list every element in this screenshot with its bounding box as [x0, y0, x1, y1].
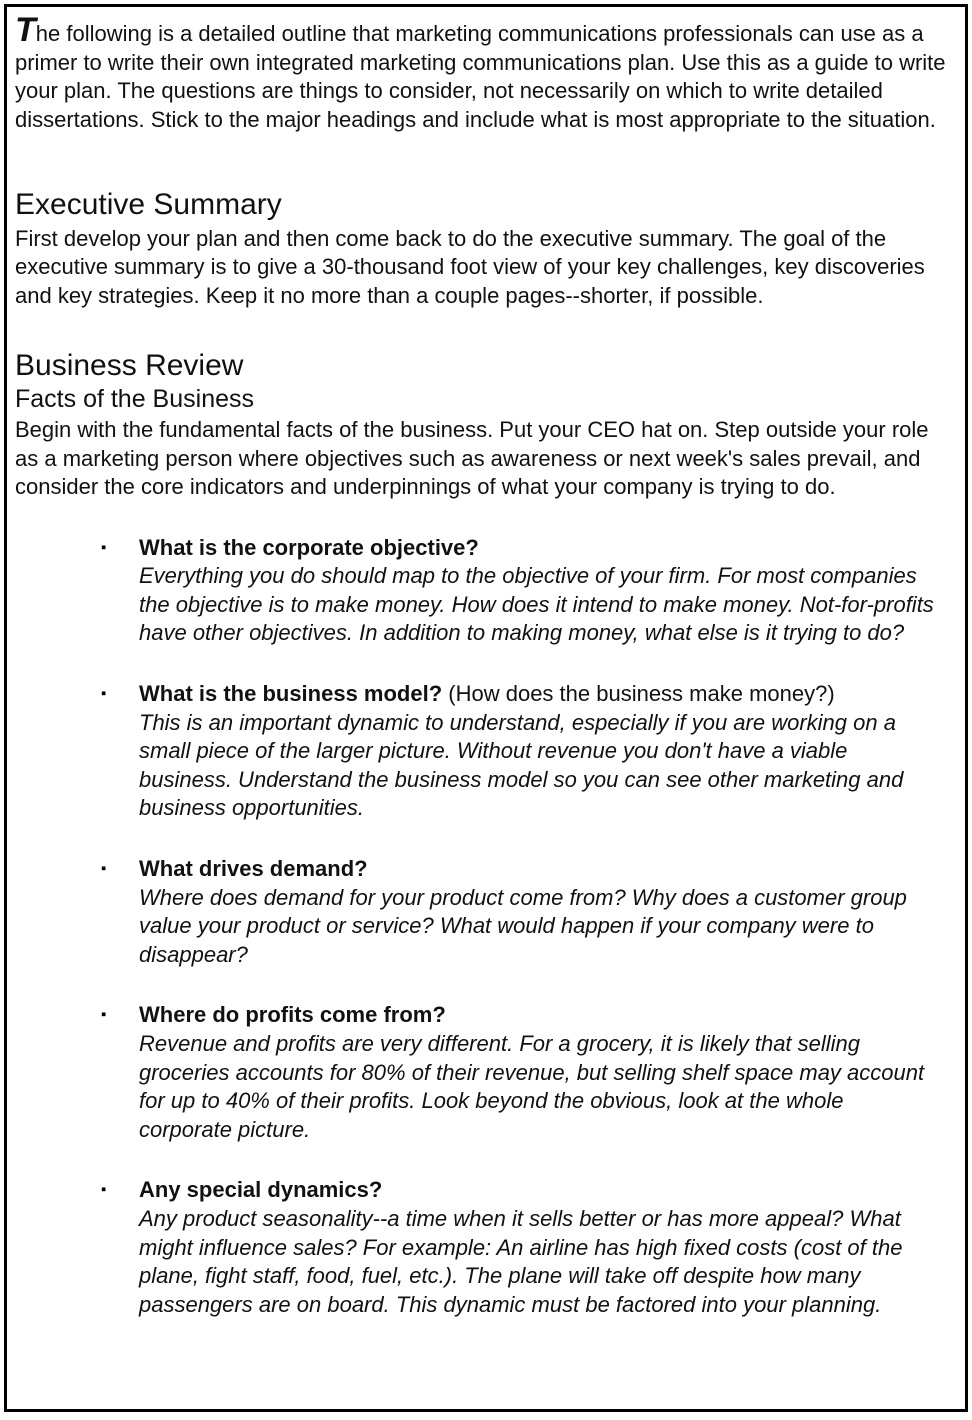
- heading-business-review: Business Review: [15, 348, 244, 382]
- bullet-question-suffix: (How does the business make money?): [442, 681, 835, 707]
- bullet-item-corporate-objective: [101, 534, 953, 648]
- bullet-content: [139, 680, 953, 823]
- business-review-body: Begin with the fundamental facts of the business. Put your CEO hat on. Step outside your role as a marketing person where objectives such as awareness or next week's sales prevail, and consider the core indicators and underpinnings of what your company is trying to do.: [15, 416, 929, 500]
- bullet-item-drives-demand: [101, 855, 953, 969]
- bullet-question: What drives demand?: [139, 856, 368, 882]
- square-bullet-icon: ▪: [101, 1181, 107, 1199]
- bullet-title-line: [139, 1176, 939, 1205]
- square-bullet-icon: ▪: [101, 685, 107, 703]
- bullet-question: Any special dynamics?: [139, 1177, 383, 1203]
- dropcap-letter: T: [15, 11, 36, 49]
- square-bullet-icon: ▪: [101, 860, 107, 878]
- bullet-title-line: [139, 855, 939, 884]
- bullet-content: [139, 1001, 953, 1144]
- bullet-body: Where does demand for your product come from? Why does a customer group value your product or service? What would happen if your company were to disappear?: [139, 884, 907, 967]
- bullet-question: Where do profits come from?: [139, 1002, 446, 1028]
- bullet-item-business-model: [101, 680, 953, 823]
- bullet-title-line: [139, 1001, 939, 1030]
- bullet-body: Any product seasonality--a time when it sells better or has more appeal? What might influence sales? For example: An airline has high fixed costs (cost of the plane, fight staff, food, fuel, etc.). The plane will take off despite how many passengers are on board. This dynamic must be factored into your planning.: [139, 1205, 903, 1317]
- bullet-question: What is the corporate objective?: [139, 534, 479, 560]
- square-bullet-icon: ▪: [101, 538, 107, 556]
- bullet-content: [139, 855, 953, 969]
- bullet-content: [139, 1176, 953, 1319]
- bullet-list: [15, 534, 953, 1320]
- bullet-question: What is the business model?: [139, 681, 443, 707]
- subheading-facts-of-the-business: Facts of the Business: [15, 385, 255, 414]
- bullet-title-line: [139, 680, 939, 709]
- heading-executive-summary: Executive Summary: [15, 188, 282, 222]
- square-bullet-icon: ▪: [101, 1006, 107, 1024]
- document-page: [4, 4, 968, 1412]
- bullet-item-profits: [101, 1001, 953, 1144]
- bullet-body: This is an important dynamic to understand, especially if you are working on a small piece of the larger picture. Without revenue you don't have a viable business. Understand the business model so you can see other marketing and business opportunities.: [139, 709, 904, 821]
- bullet-content: [139, 534, 953, 648]
- bullet-body: Everything you do should map to the objective of your firm. For most companies the objective is to make money. How does it intend to make money. Not-for-profits have other objectives. In addition to making money, what else is it trying to do?: [139, 563, 934, 646]
- intro-paragraph: [15, 13, 953, 134]
- bullet-body: Revenue and profits are very different. For a grocery, it is likely that selling groceries accounts for 80% of their revenue, but selling shelf space may account for up to 40% of their profits. Look beyond the obvious, look at the whole corporate picture.: [139, 1031, 925, 1142]
- bullet-title-line: [139, 534, 939, 563]
- bullet-item-special-dynamics: [101, 1176, 953, 1319]
- intro-text: he following is a detailed outline that marketing communications professionals can use as a primer to write their own integrated marketing communications plan. Use this as a guide to write your plan. The questions are things to consider, not necessarily on which to write detailed dissertations. Stick to the major headings and include what is most appropriate to the situation.: [15, 21, 946, 132]
- executive-summary-body: First develop your plan and then come back to do the executive summary. The goal of the executive summary is to give a 30-thousand foot view of your key challenges, key discoveries and key strategies. Keep it no more than a couple pages--shorter, if possible.: [15, 225, 925, 309]
